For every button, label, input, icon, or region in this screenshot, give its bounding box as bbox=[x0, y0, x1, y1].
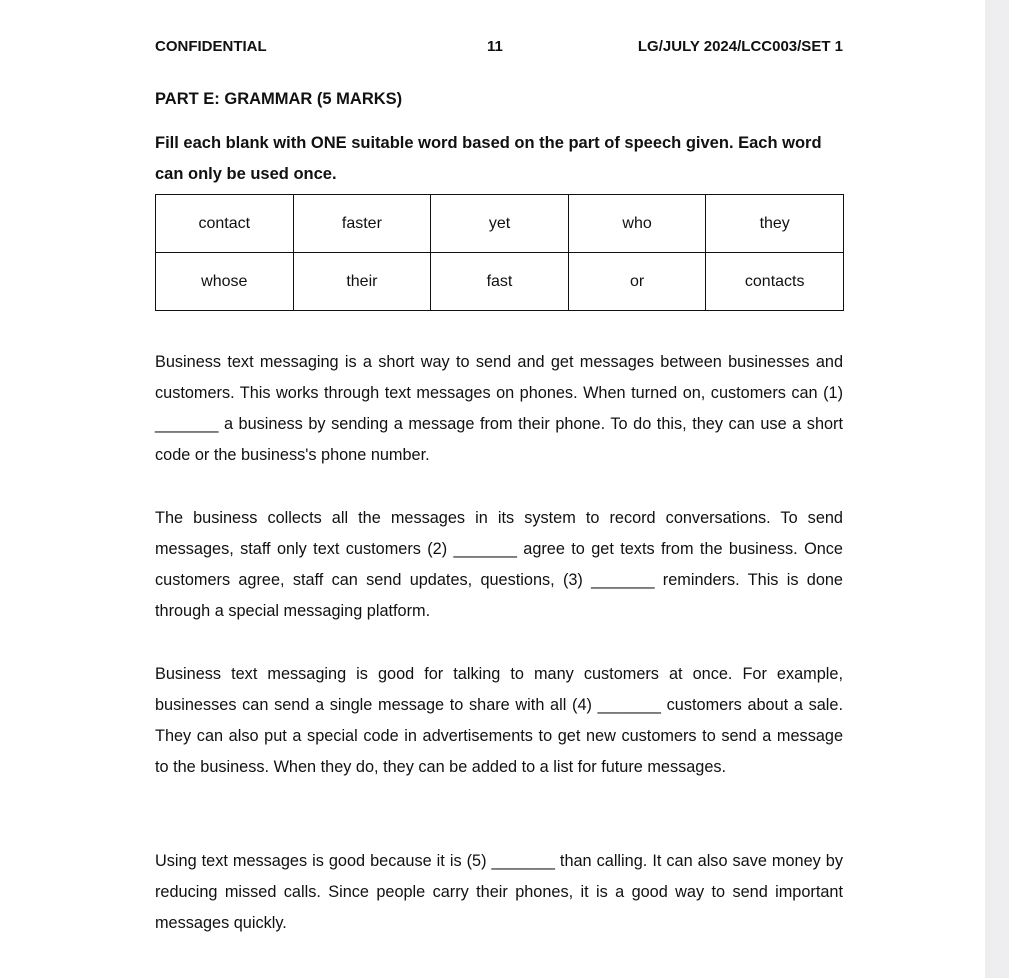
word-cell: their bbox=[293, 253, 431, 311]
word-cell: fast bbox=[431, 253, 569, 311]
word-cell: who bbox=[568, 195, 706, 253]
confidential-label: CONFIDENTIAL bbox=[155, 38, 267, 55]
word-cell: they bbox=[706, 195, 844, 253]
word-cell: contact bbox=[156, 195, 294, 253]
word-cell: faster bbox=[293, 195, 431, 253]
word-cell: contacts bbox=[706, 253, 844, 311]
instruction-text: Fill each blank with ONE suitable word based on the part of speech given. Each word can only be used once. bbox=[155, 134, 822, 183]
word-cell: or bbox=[568, 253, 706, 311]
section-title: PART E: GRAMMAR (5 MARKS) bbox=[155, 90, 403, 108]
paragraph-2: The business collects all the messages in its system to record conversations. To send messages, staff only text customers (2) _______ agree to get texts from the business. Once customers agree, staff can send updates, questions, (3) _______ reminders. This is done through a special messaging platform. bbox=[155, 509, 843, 620]
paragraph-3: Business text messaging is good for talking to many customers at once. For example, businesses can send a single message to share with all (4) _______ customers about a sale. They can also put a special code in advertisements to get new customers to send a message to the business. When they do, they can be added to a list for future messages. bbox=[155, 665, 843, 776]
document-code: LG/JULY 2024/LCC003/SET 1 bbox=[637, 38, 843, 55]
word-bank-row bbox=[156, 195, 844, 253]
word-cell: yet bbox=[431, 195, 569, 253]
word-bank-table bbox=[155, 194, 844, 311]
word-bank-row bbox=[156, 253, 844, 311]
word-cell: whose bbox=[156, 253, 294, 311]
page-number: 11 bbox=[487, 38, 503, 55]
paragraph-1: Business text messaging is a short way to send and get messages between businesses and customers. This works through text messages on phones. When turned on, customers can (1) _______ a business by sending a message from their phone. To do this, they can use a short code or the business's phone number. bbox=[155, 353, 843, 464]
viewer-side-strip bbox=[985, 0, 1009, 978]
paragraph-4: Using text messages is good because it is (5) _______ than calling. It can also save money by reducing missed calls. Since people carry their phones, it is a good way to send important messages quickly. bbox=[155, 852, 843, 932]
page-header bbox=[155, 38, 843, 58]
